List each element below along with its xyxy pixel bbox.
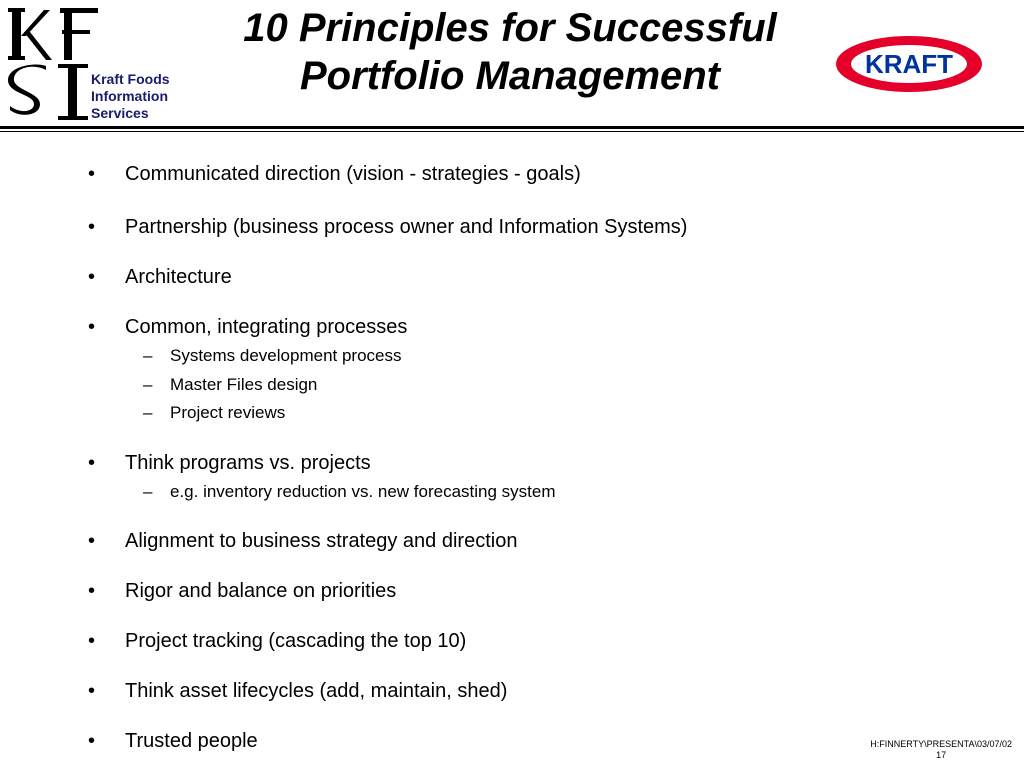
bullet-mark: • — [88, 680, 96, 702]
sub-bullet-text: Master Files design — [170, 375, 318, 394]
sub-bullet-mark: – — [143, 375, 153, 394]
bullet-text: Rigor and balance on priorities — [125, 580, 397, 602]
sub-bullet-text: Project reviews — [170, 403, 286, 422]
bullet-mark: • — [88, 730, 96, 752]
page-number: 17 — [936, 750, 947, 760]
slide-footer — [870, 739, 1012, 761]
bullet-text: Architecture — [125, 266, 232, 288]
footer-path: H:FINNERTY\PRESENTA\03/07/02 — [870, 739, 1012, 749]
kfis-logo-line: Services — [91, 105, 149, 121]
bullet-mark: • — [88, 530, 96, 552]
kraft-logo — [834, 34, 984, 94]
bullet-mark: • — [88, 630, 96, 652]
sub-bullet-mark: – — [143, 482, 153, 501]
bullet-text: Alignment to business strategy and direction — [125, 530, 518, 552]
sub-bullet-mark: – — [143, 346, 153, 365]
sub-bullet-text: Systems development process — [170, 346, 402, 365]
kfis-logo-line: Kraft Foods — [91, 71, 170, 87]
bullet-text: Think programs vs. projects — [125, 452, 371, 474]
bullet-mark: • — [88, 163, 96, 185]
kfis-monogram-logo — [6, 6, 104, 122]
sub-bullet-text: e.g. inventory reduction vs. new forecasting system — [170, 482, 556, 501]
slide-title — [190, 4, 830, 100]
header-rule — [0, 126, 1024, 129]
slide-title-line-2: Portfolio Management — [299, 54, 721, 98]
bullet-mark: • — [88, 580, 96, 602]
bullet-mark: • — [88, 266, 96, 288]
bullet-mark: • — [88, 216, 96, 238]
bullet-text: Common, integrating processes — [125, 316, 408, 338]
kfis-logo-line: Information — [91, 88, 168, 104]
bullet-text: Think asset lifecycles (add, maintain, shed) — [125, 680, 508, 702]
kfis-logo-text — [91, 71, 170, 122]
bullet-mark: • — [88, 316, 96, 338]
bullet-text: Partnership (business process owner and Information Systems) — [125, 216, 688, 238]
bullet-text: Trusted people — [125, 730, 258, 752]
bullet-text: Communicated direction (vision - strategies - goals) — [125, 163, 581, 185]
header-rule-thin — [0, 131, 1024, 132]
kraft-logo-text: KRAFT — [864, 49, 954, 79]
bullet-text: Project tracking (cascading the top 10) — [125, 630, 467, 652]
bullet-mark: • — [88, 452, 96, 474]
slide-title-line-1: 10 Principles for Successful — [243, 6, 777, 50]
sub-bullet-mark: – — [143, 403, 153, 422]
